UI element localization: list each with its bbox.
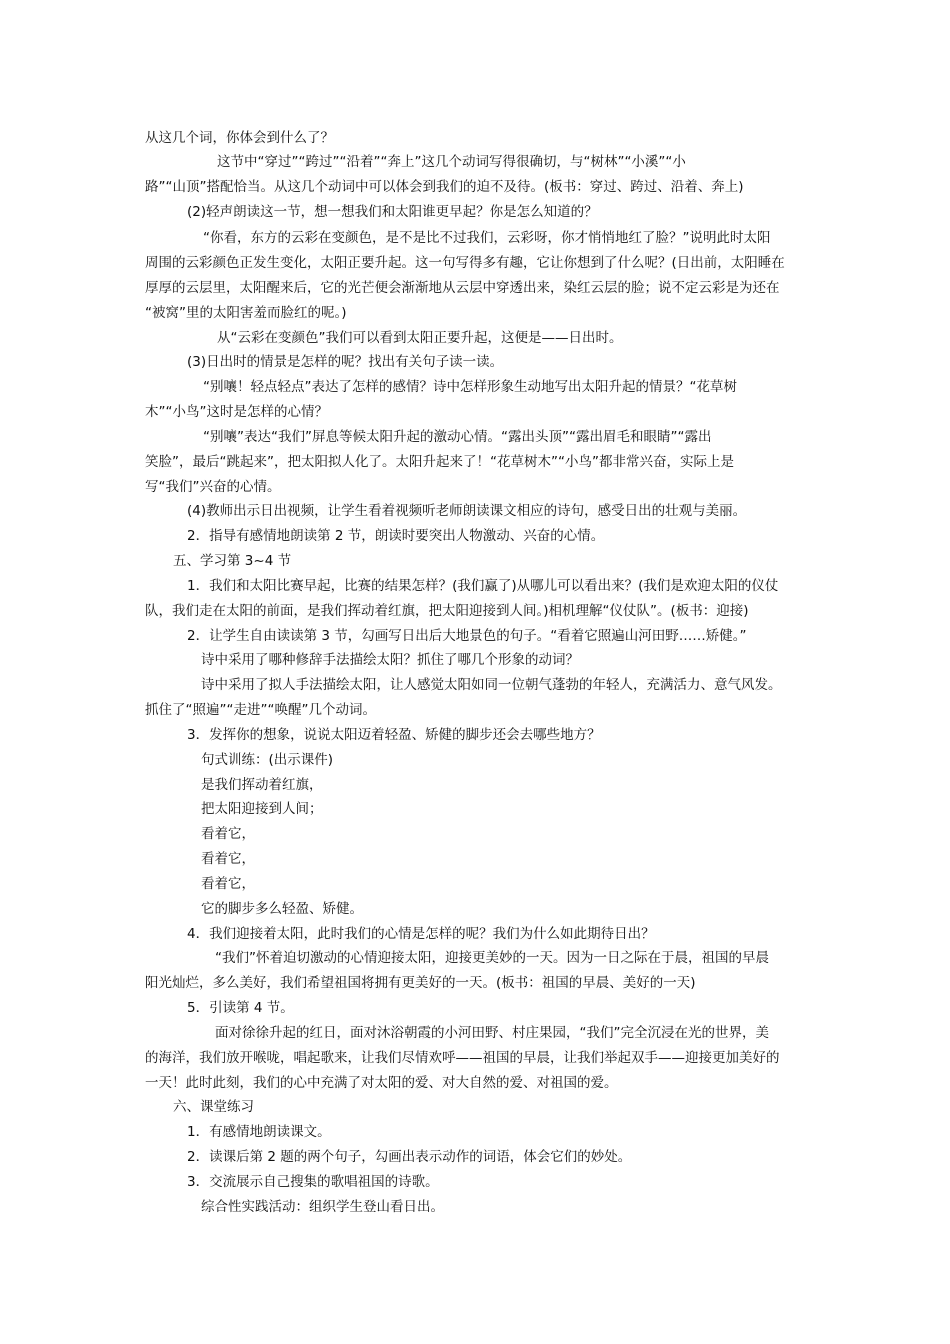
text-line: 看着它， bbox=[201, 876, 255, 892]
text-line: 1．有感情地朗读课文。 bbox=[187, 1124, 331, 1140]
text-line: 从“云彩在变颜色”我们可以看到太阳正要升起，这便是——日出时。 bbox=[217, 330, 623, 346]
text-line: (4)教师出示日出视频，让学生看着视频听老师朗读课文相应的诗句，感受日出的壮观与美丽。 bbox=[187, 503, 747, 519]
text-line: 5．引读第 4 节。 bbox=[187, 1000, 294, 1016]
text-line: (3)日出时的情景是怎样的呢？找出有关句子读一读。 bbox=[187, 354, 504, 370]
text-line: 2．读课后第 2 题的两个句子，勾画出表示动作的词语，体会它们的妙处。 bbox=[187, 1149, 632, 1165]
text-line: 抓住了“照遍”“走进”“唤醒”几个动词。 bbox=[145, 702, 376, 718]
text-line: 笑脸”，最后“跳起来”，把太阳拟人化了。太阳升起来了！“花草树木”“小鸟”都非常兴奋，实际上是 bbox=[145, 454, 734, 470]
section-heading: 六、课堂练习 bbox=[173, 1099, 254, 1115]
text-line: 2．指导有感情地朗读第 2 节，朗读时要突出人物激动、兴奋的心情。 bbox=[187, 528, 605, 544]
text-line: 看着它， bbox=[201, 826, 255, 842]
text-line: 1．我们和太阳比赛早起，比赛的结果怎样？(我们赢了)从哪儿可以看出来？(我们是欢迎太阳的仪仗 bbox=[187, 578, 779, 594]
text-line: 句式训练：(出示课件) bbox=[201, 752, 334, 768]
text-line: 一天！此时此刻，我们的心中充满了对太阳的爱、对大自然的爱、对祖国的爱。 bbox=[145, 1075, 618, 1091]
text-line: 队，我们走在太阳的前面，是我们挥动着红旗，把太阳迎接到人间。)相机理解“仪仗队”。(板书：迎接) bbox=[145, 603, 749, 619]
text-line: 综合性实践活动：组织学生登山看日出。 bbox=[201, 1199, 444, 1215]
text-line: 3．发挥你的想象，说说太阳迈着轻盈、矫健的脚步还会去哪些地方？ bbox=[187, 727, 601, 743]
text-line: 诗中采用了拟人手法描绘太阳，让人感觉太阳如同一位朝气蓬勃的年轻人，充满活力、意气风发。 bbox=[201, 677, 782, 693]
text-line: 从这几个词，你体会到什么了？ bbox=[145, 130, 334, 146]
text-line: 面对徐徐升起的红日，面对沐浴朝霞的小河田野、村庄果园，“我们”完全沉浸在光的世界，美 bbox=[215, 1025, 769, 1041]
text-line: 木”“小鸟”这时是怎样的心情？ bbox=[145, 404, 328, 420]
section-heading: 五、学习第 3~4 节 bbox=[173, 553, 292, 569]
text-line: 周围的云彩颜色正发生变化，太阳正要升起。这一句写得多有趣，它让你想到了什么呢？(日出前，太阳睡在 bbox=[145, 255, 785, 271]
text-line: “别嚷”表达“我们”屏息等候太阳升起的激动心情。“露出头顶”“露出眉毛和眼睛”“露出 bbox=[203, 429, 712, 445]
text-line: 写“我们”兴奋的心情。 bbox=[145, 479, 281, 495]
text-line: “你看，东方的云彩在变颜色，是不是比不过我们，云彩呀，你才悄悄地红了脸？”说明此时太阳 bbox=[203, 230, 771, 246]
text-line: 把太阳迎接到人间； bbox=[201, 801, 323, 817]
text-line: “被窝”里的太阳害羞而脸红的呢。) bbox=[145, 305, 347, 321]
text-line: 2．让学生自由读读第 3 节，勾画写日出后大地景色的句子。“看着它照遍山河田野……矫健。” bbox=[187, 628, 747, 644]
text-line: 诗中采用了哪种修辞手法描绘太阳？抓住了哪几个形象的动词？ bbox=[201, 652, 579, 668]
text-line: 是我们挥动着红旗， bbox=[201, 777, 323, 793]
text-line: 3．交流展示自己搜集的歌唱祖国的诗歌。 bbox=[187, 1174, 439, 1190]
text-line: 厚厚的云层里，太阳醒来后，它的光芒便会渐渐地从云层中穿透出来，染红云层的脸；说不定云彩是为还在 bbox=[145, 280, 780, 296]
text-line: 路”“山顶”搭配恰当。从这几个动词中可以体会到我们的迫不及待。(板书：穿过、跨过、沿着、奔上) bbox=[145, 179, 744, 195]
text-line: (2)轻声朗读这一节，想一想我们和太阳谁更早起？你是怎么知道的？ bbox=[187, 204, 598, 220]
text-line: 这节中“穿过”“跨过”“沿着”“奔上”这几个动词写得很确切，与“树林”“小溪”“小 bbox=[217, 154, 686, 170]
text-line: 4．我们迎接着太阳，此时我们的心情是怎样的呢？我们为什么如此期待日出？ bbox=[187, 926, 655, 942]
text-line: “别嚷！轻点轻点”表达了怎样的感情？诗中怎样形象生动地写出太阳升起的情景？“花草树 bbox=[203, 379, 737, 395]
text-line: 阳光灿烂，多么美好，我们希望祖国将拥有更美好的一天。(板书：祖国的早晨、美好的一天) bbox=[145, 975, 696, 991]
text-line: 的海洋，我们放开喉咙，唱起歌来，让我们尽情欢呼——祖国的早晨，让我们举起双手——迎接更加美好的 bbox=[145, 1050, 780, 1066]
text-line: 看着它， bbox=[201, 851, 255, 867]
text-line: 它的脚步多么轻盈、矫健。 bbox=[201, 901, 363, 917]
text-line: “我们”怀着迫切激动的心情迎接太阳，迎接更美妙的一天。因为一日之际在于晨，祖国的早晨 bbox=[215, 950, 769, 966]
